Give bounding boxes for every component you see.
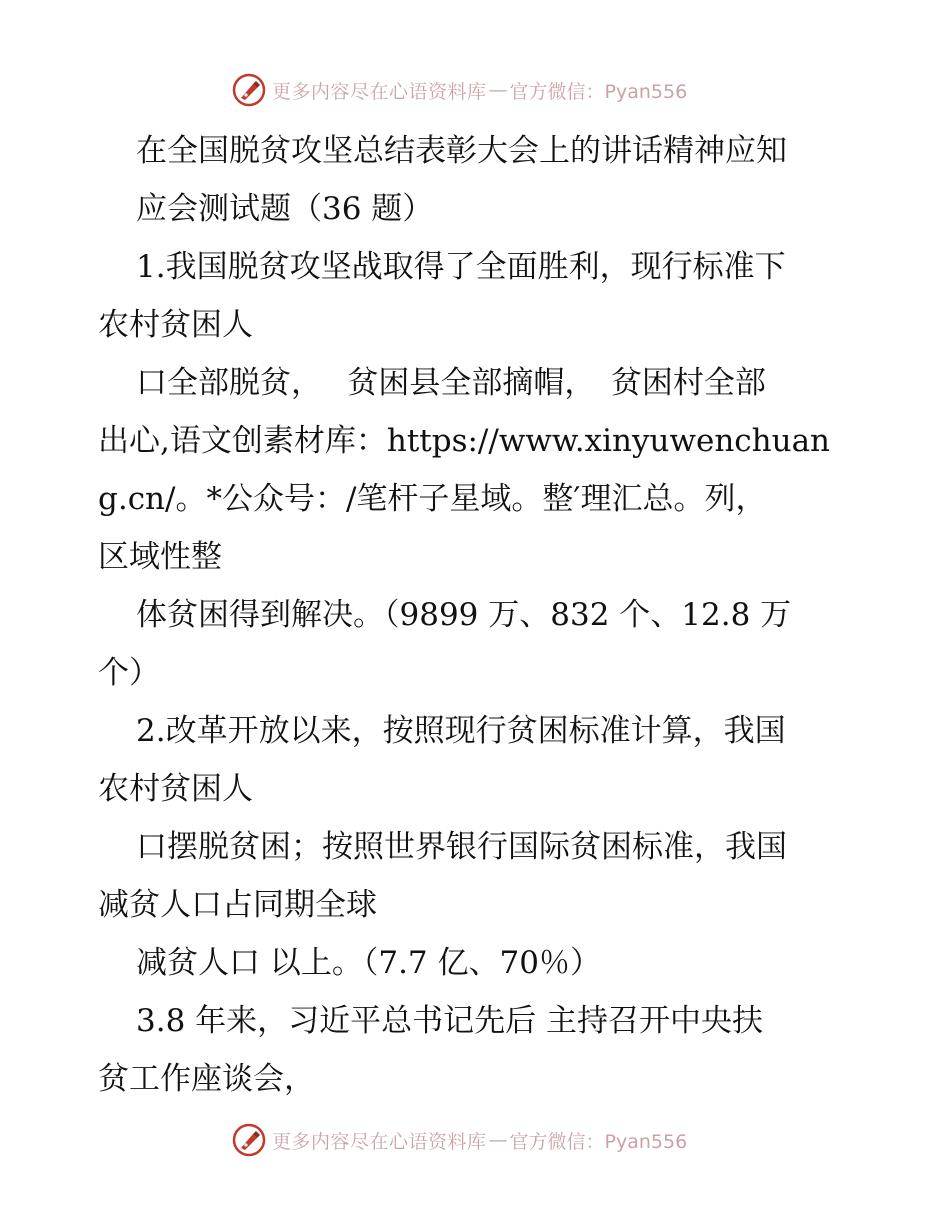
banner-text: 更多内容尽在心语资料库 [272,1130,487,1153]
text-line: 2.改革开放以来，按照现行贫困标准计算，我国 [136,713,786,749]
banner-contact: 官方微信：Pyan556 [509,80,688,103]
text-line: 在全国脱贫攻坚总结表彰大会上的讲话精神应知 [136,133,787,169]
banner-contact: 官方微信：Pyan556 [509,1130,688,1153]
banner-dash: — [488,79,508,101]
text-line: g.cn/。*公众号：/笔杆子星域。整′理汇总。列， [98,481,767,517]
header-banner [232,72,687,108]
text-line: 农村贫困人 [98,307,253,343]
text-line: 减贫人口占同期全球 [98,887,377,923]
text-line: 区域性整 [98,539,222,575]
text-line: 口摆脱贫困；按照世界银行国际贫困标准，我国 [136,829,787,865]
text-line: 应会测试题（36 题） [136,191,434,227]
text-line: 农村贫困人 [98,771,253,807]
text-line: 出心,语文创素材库：https://www.xinyuwenchuan [98,423,831,459]
text-line: 体贫困得到解决。（9899 万、832 个、12.8 万 [136,597,792,633]
banner-text: 更多内容尽在心语资料库 [272,80,487,103]
footer-banner [232,1122,687,1158]
text-line: 贫工作座谈会， [98,1061,315,1097]
banner-dash: — [488,1129,508,1151]
text-line: 个） [98,655,160,691]
pen-nib-logo-icon [232,73,266,107]
text-line: 减贫人口 以上。（7.7 亿、70％） [136,945,601,981]
text-line: 口全部脱贫， 贫困县全部摘帽， 贫困村全部 [136,365,766,401]
text-line: 3.8 年来，习近平总书记先后 主持召开中央扶 [136,1003,764,1039]
pen-nib-logo-icon [232,1123,266,1157]
document-body [98,122,858,1108]
text-line: 1.我国脱贫攻坚战取得了全面胜利，现行标准下 [136,249,786,285]
